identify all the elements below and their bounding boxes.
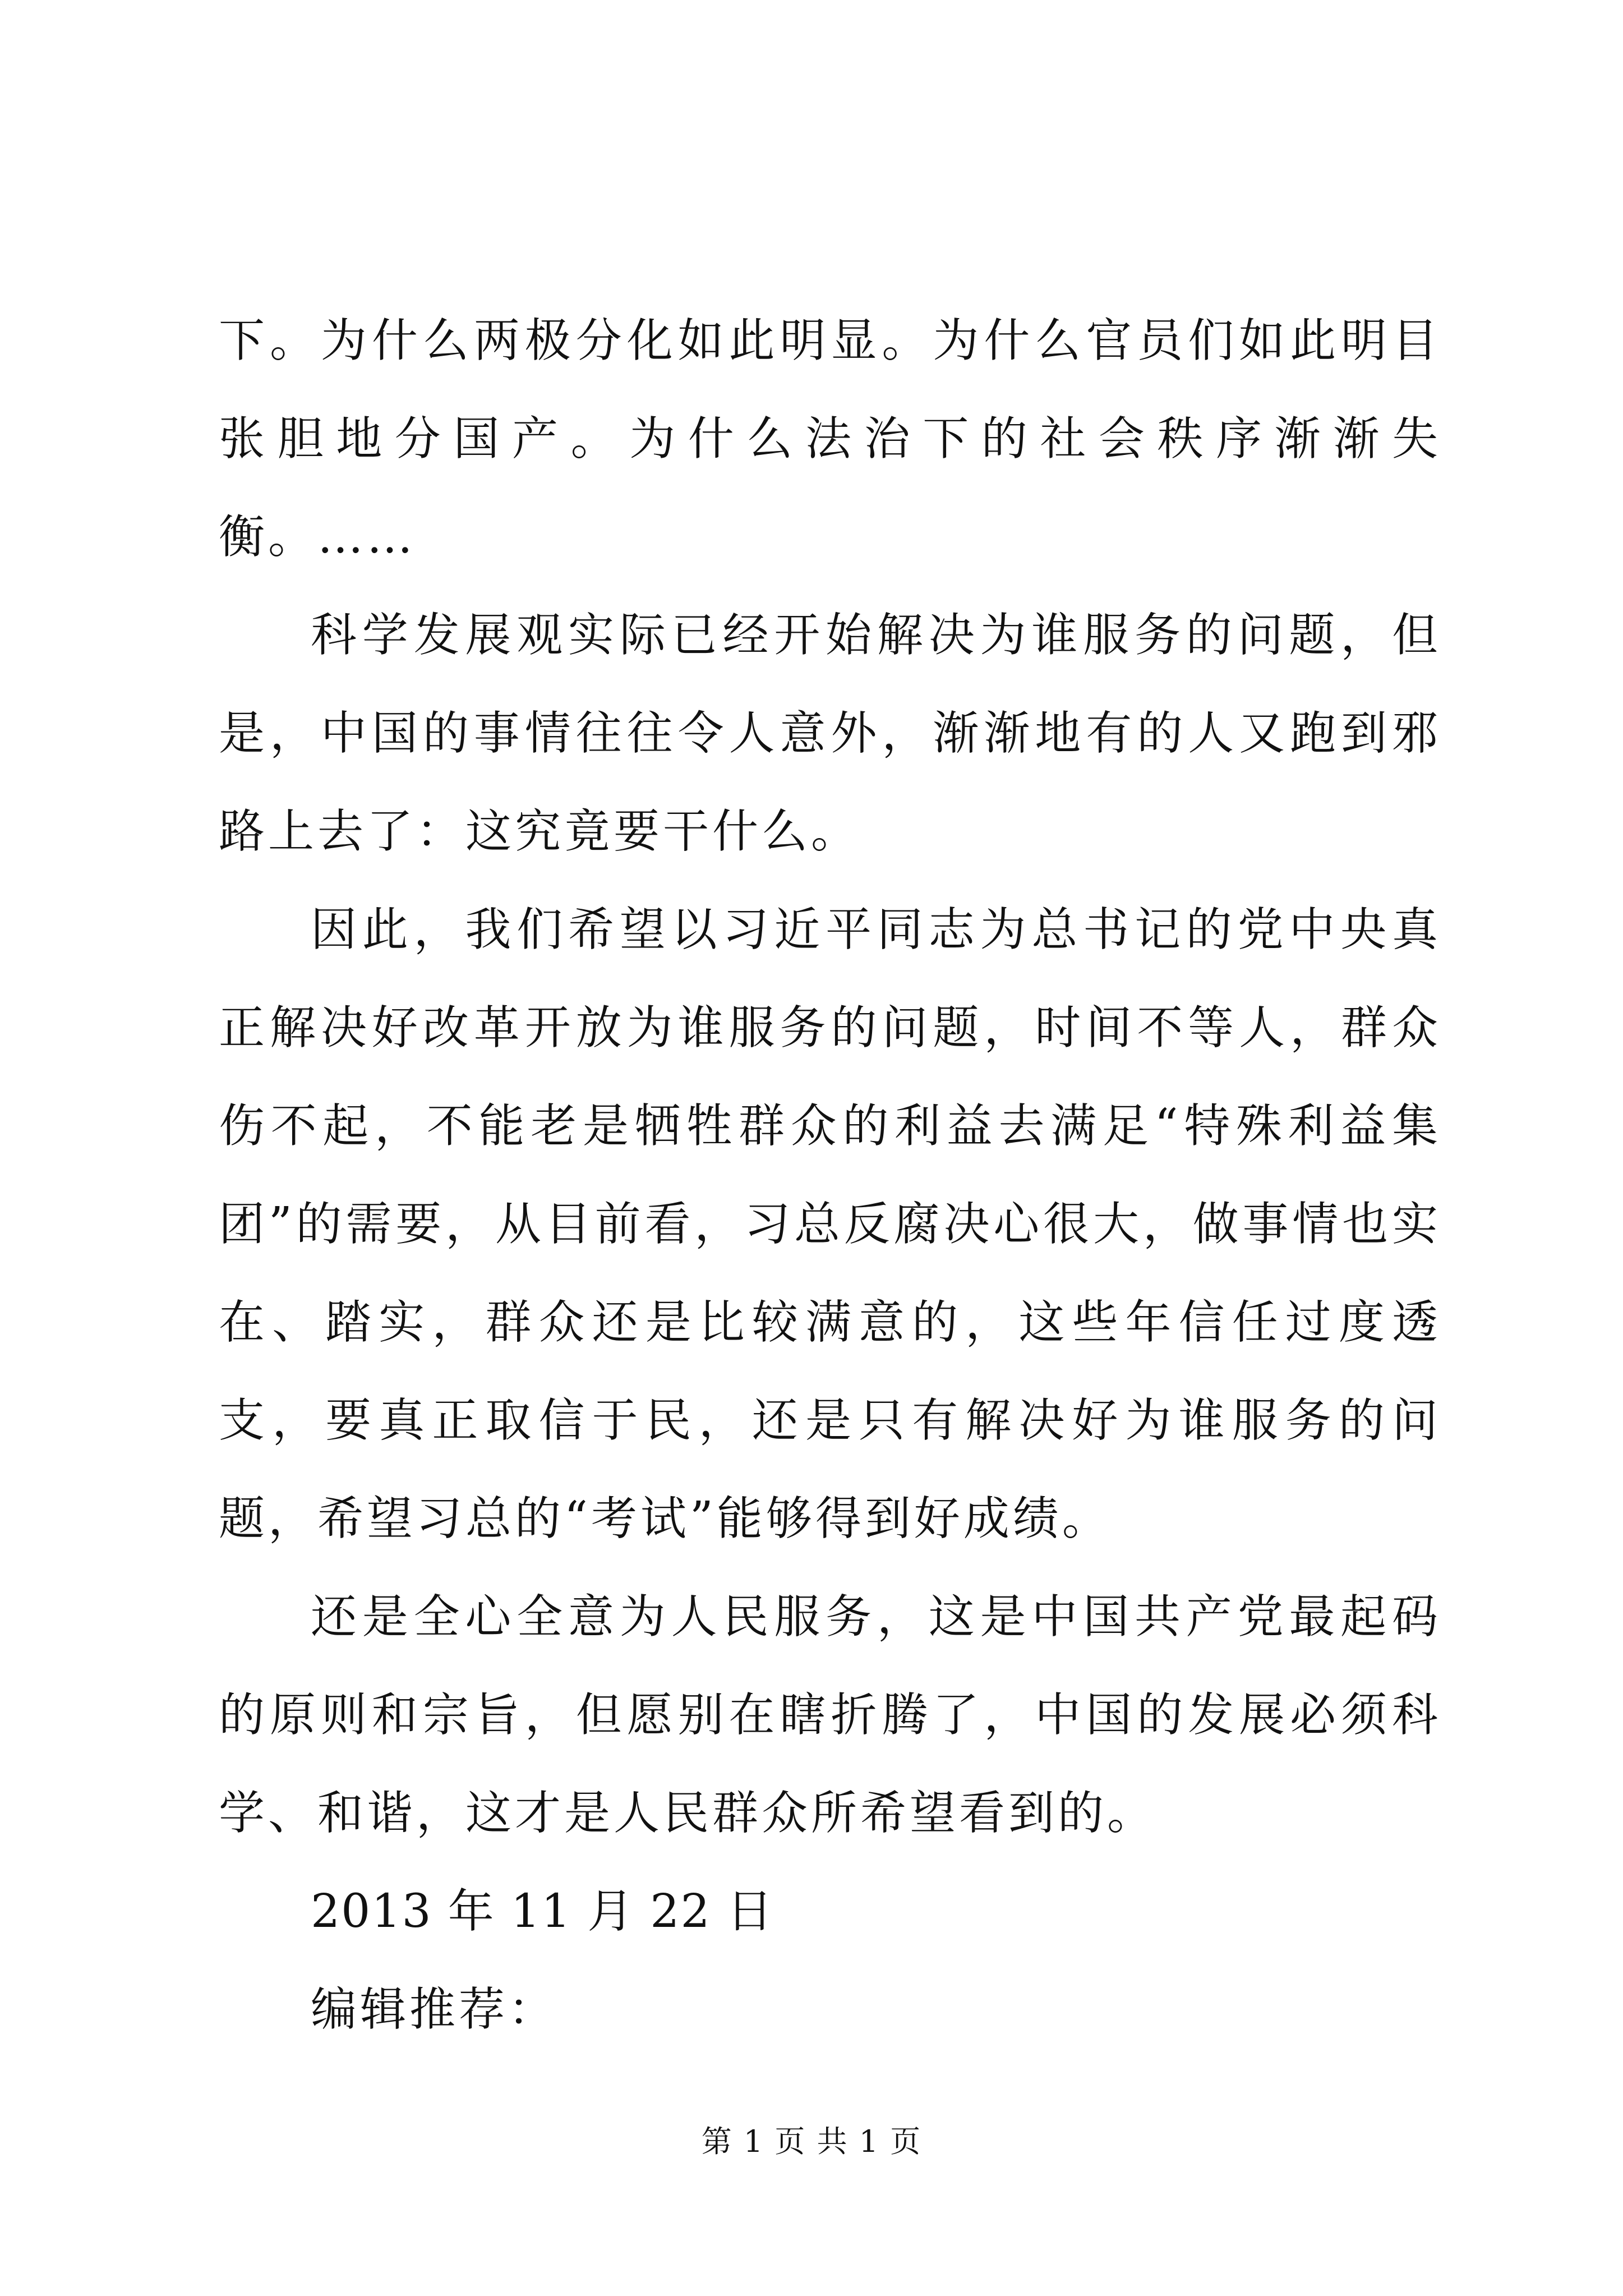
paragraph-serve-people: 还是全心全意为人民服务，这是中国共产党最起码的原则和宗旨，但愿别在瞎折腾了，中国的发展必须科学、和谐，这才是人民群众所希望看到的。 [219, 1590, 1441, 1840]
paragraph-continuation: 下。为什么两极分化如此明显。为什么官员们如此明目张胆地分国产。为什么法治下的社会秩序渐渐失衡。…… [219, 314, 1441, 564]
editor-recommendation-label: 编辑推荐： [311, 1983, 558, 2036]
paragraph-scientific-development: 科学发展观实际已经开始解决为谁服务的问题，但是，中国的事情往往令人意外，渐渐地有的人又跑到邪路上去了：这究竟要干什么。 [219, 609, 1441, 858]
paragraph-reform-service: 因此，我们希望以习近平同志为总书记的党中央真正解决好改革开放为谁服务的问题，时间不等人，群众伤不起，不能老是牺牲群众的利益去满足“特殊利益集团”的需要，从目前看，习总反腐决心很大，做事情也实在、踏实，群众还是比较满意的，这些年信任过度透支，要真正取信于民，还是只有解决好为谁服务的问题，希望习总的“考试”能够得到好成绩。 [219, 903, 1441, 1545]
page-footer: 第 1 页 共 1 页 [701, 2124, 922, 2159]
document-body [219, 292, 1441, 2059]
document-date: 2013 年 11 月 22 日 [311, 1885, 774, 1938]
